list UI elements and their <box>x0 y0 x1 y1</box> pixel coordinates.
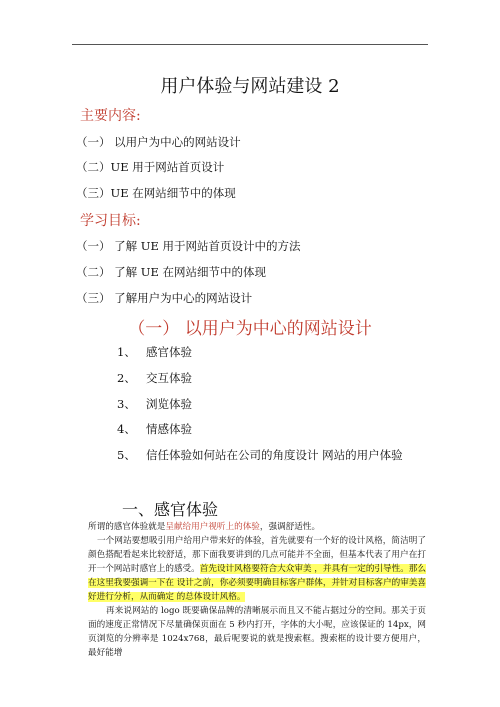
red-text: 呈献给用户视听上的体验 <box>165 522 260 532</box>
learning-goal-2: （二） 了解 UE 在网站细节中的体现 <box>76 265 267 279</box>
learning-goals-heading: 学习目标: <box>80 213 141 229</box>
list-number: 3、 <box>117 397 136 411</box>
list-item: 交互体验 <box>146 371 192 385</box>
list-item: 情感体验 <box>146 422 192 436</box>
list-item: 浏览体验 <box>146 397 192 411</box>
sensory-paragraph-3: 再来说网站的 logo 既要确保品牌的清晰展示而且又不能占据过分的空间。那关于页面的速度正常情况下尽量确保页面在 5 秒内打开，字体的大小呢，应该保证的 14px，网页浏览的分辨率是 1024x768，最后呢要说的就是搜索框。搜索框的设计要方便用户，最好能增 <box>88 606 426 658</box>
learning-goal-1: （一） 了解 UE 用于网站首页设计中的方法 <box>76 239 301 253</box>
sensory-paragraph-1 <box>88 520 426 534</box>
list-number: 1、 <box>117 345 136 359</box>
main-content-heading: 主要内容: <box>80 108 141 124</box>
section-one-heading: （一） 以用户为中心的网站设计 <box>128 319 372 339</box>
list-item: 信任体验如何站在公司的角度设计 网站的用户体验 <box>146 448 403 462</box>
list-item: 感官体验 <box>146 345 192 359</box>
main-content-item-1: （一） 以用户为中心的网站设计 <box>76 135 241 149</box>
text: ，强调舒适性。 <box>259 522 321 532</box>
learning-goal-3: （三） 了解用户为中心的网站设计 <box>76 291 253 305</box>
highlighted-text: 首先设计风格要符合大众审美 ，并具有一定的引导性。那么在这里我要强调一下在 设计之前，你必须要明确目标客户群体，并针对目标客户的审美喜好进行分析，从而确定 的总体设计风格。 <box>88 564 426 602</box>
sensory-heading: 一、感官体验 <box>122 500 219 519</box>
header-rule <box>72 44 428 45</box>
page-title: 用户体验与网站建设 2 <box>160 76 340 97</box>
sensory-paragraph-2 <box>88 534 426 604</box>
list-number: 2、 <box>117 371 136 385</box>
main-content-item-2: （二）UE 用于网站首页设计 <box>76 160 225 174</box>
text: 所谓的感官体验就是 <box>88 522 166 532</box>
list-number: 5、 <box>117 448 136 462</box>
list-number: 4、 <box>117 422 136 436</box>
text: 一个网站要想吸引用户给用户带来好的体验，首先就要有一个好的设计风格，简洁明了颜色搭配看起来比较舒适，那下面我要讲到的几点可能并不全面，但基本代表了用户在打开一个网站时感官上的感受。 <box>88 536 426 574</box>
main-content-item-3: （三）UE 在网站细节中的体现 <box>76 186 236 200</box>
